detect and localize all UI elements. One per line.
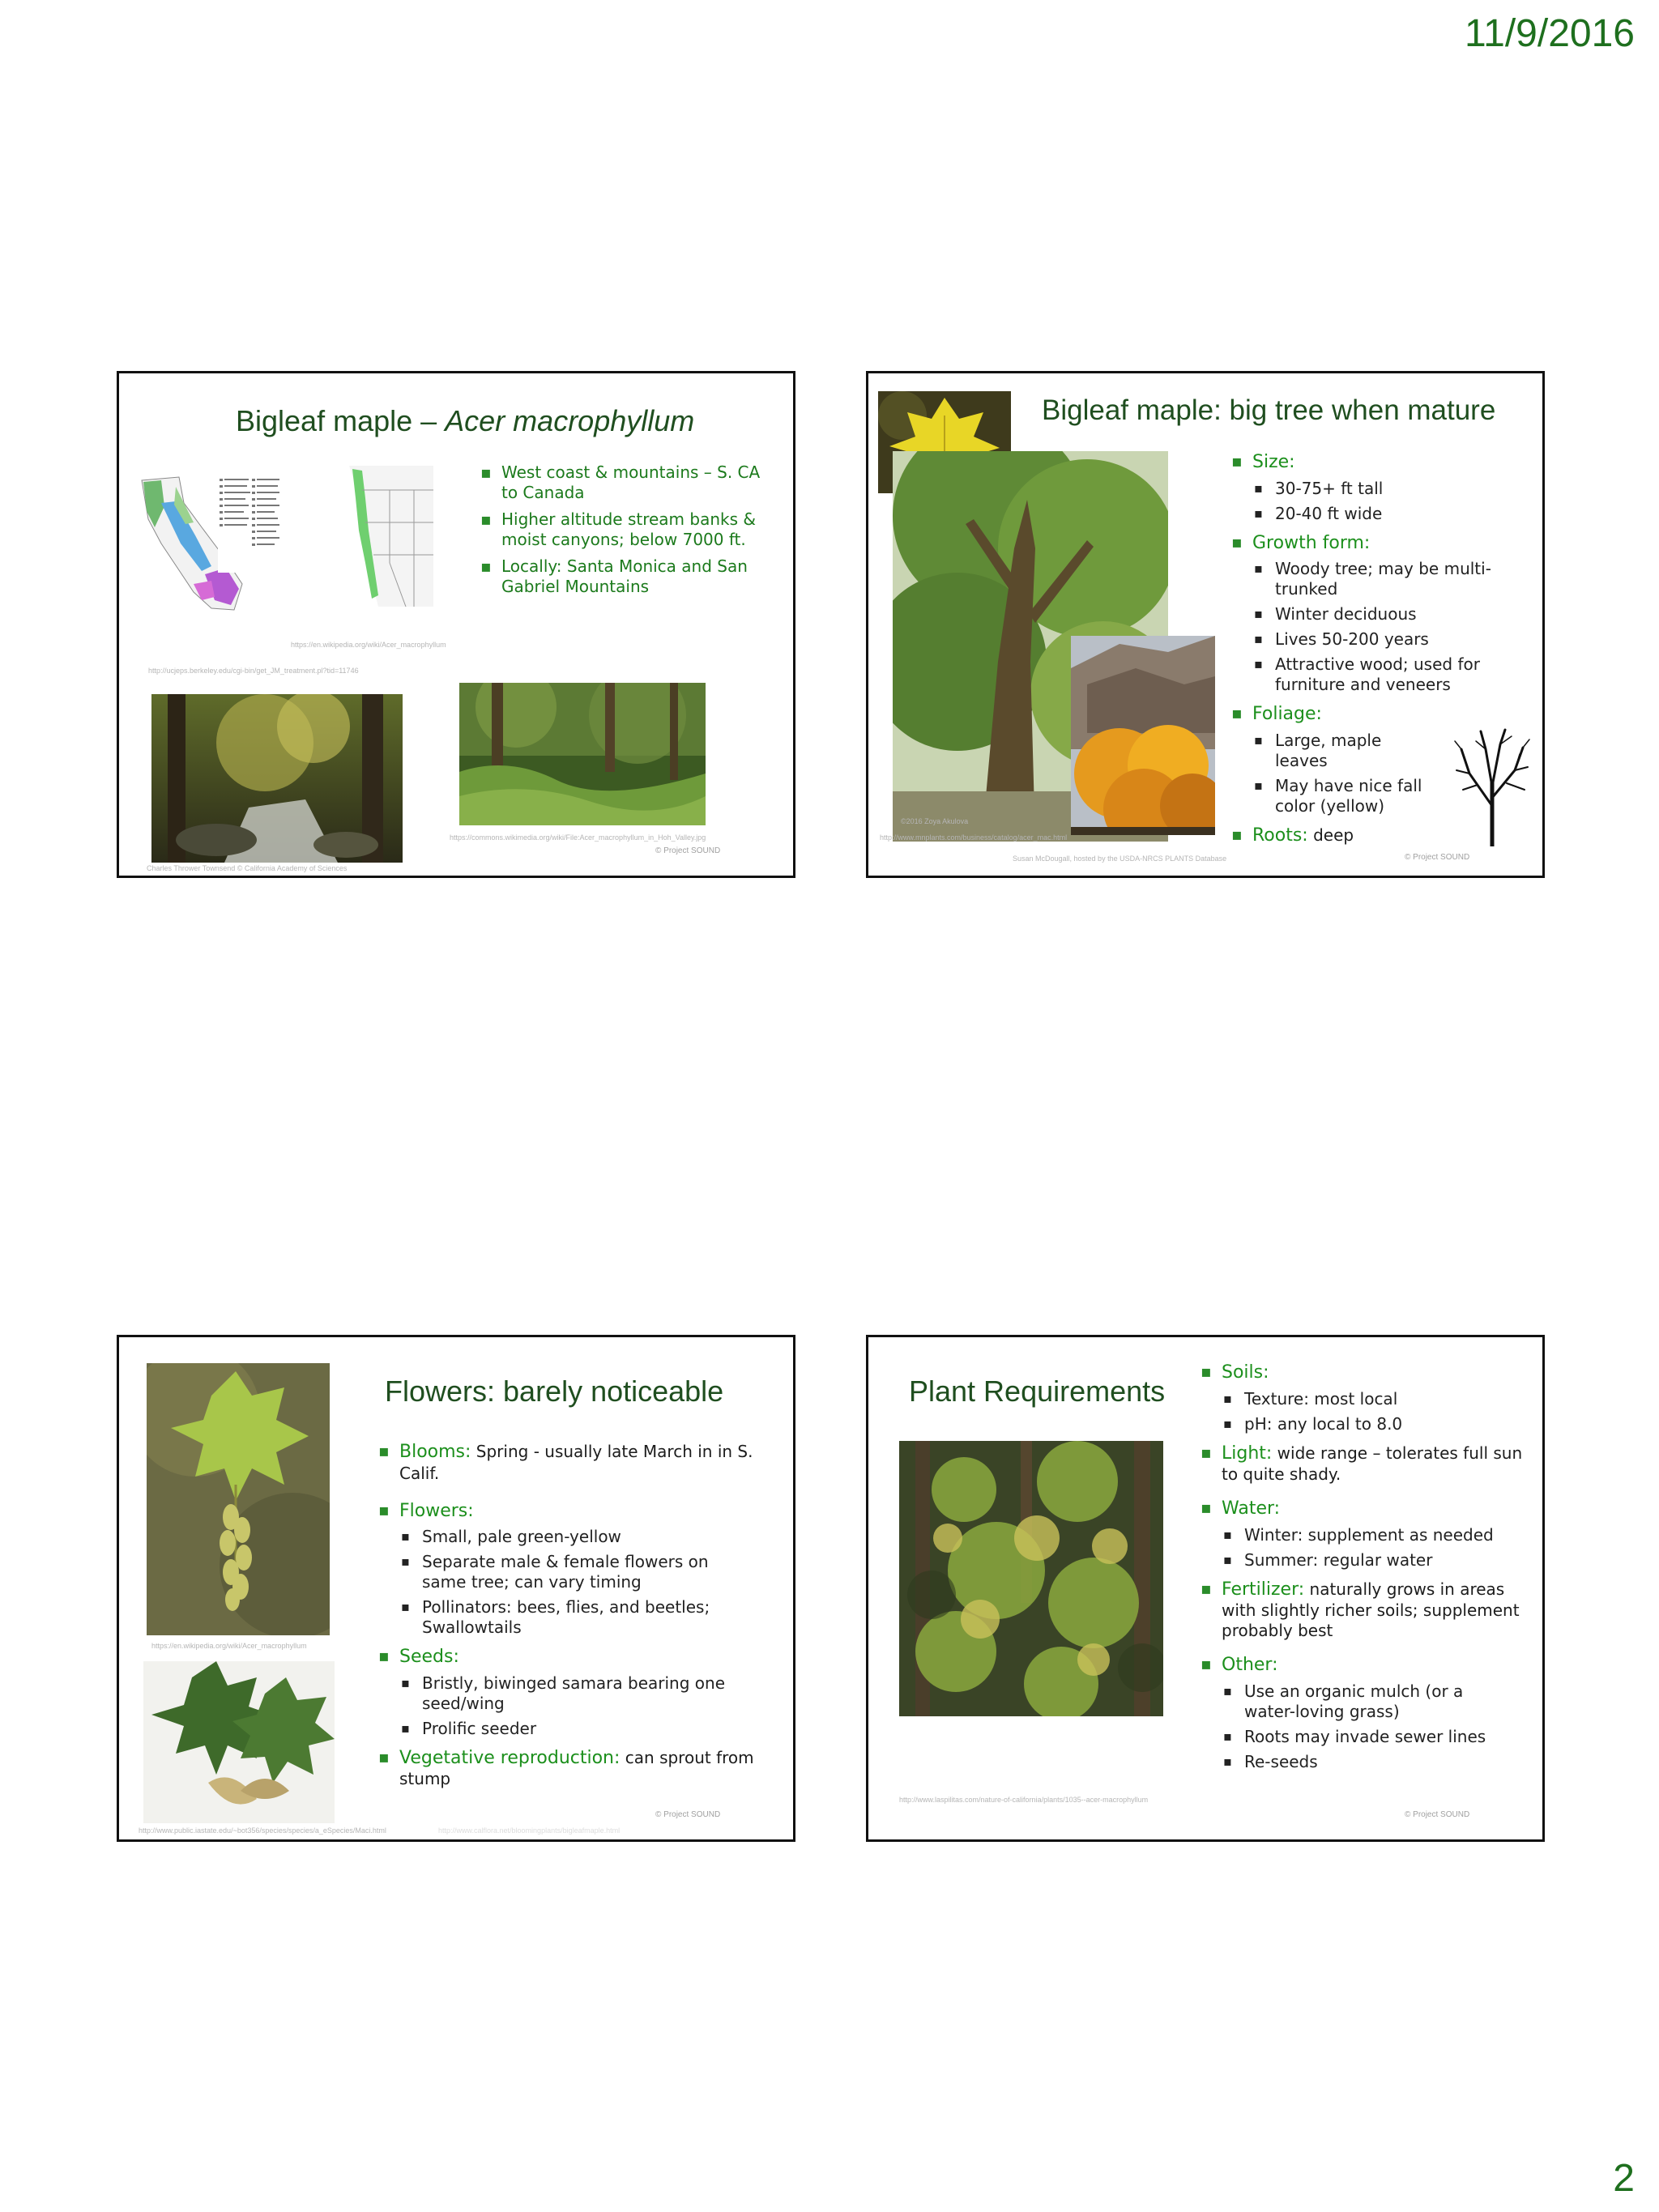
slide-big-tree [866, 371, 1545, 878]
sub-bullet: ▪ Separate male & female flowers on same tree; can vary timing [399, 1552, 740, 1592]
sub-bullet: ▪ Re-seeds [1222, 1752, 1489, 1772]
page-date: 11/9/2016 [1465, 12, 1635, 55]
copyright: © Project SOUND [655, 1810, 721, 1819]
bullet-label: Size: [1252, 452, 1295, 472]
requirements-bullets [1199, 1362, 1539, 1780]
bullet-text: Spring - usually late March in in S. Calif. [399, 1442, 753, 1483]
distribution-bullets [479, 462, 778, 603]
slide-title: Plant Requirements [909, 1375, 1166, 1408]
bullet-text: deep [1307, 825, 1354, 845]
sub-bullet: ▪ 30-75+ ft tall [1252, 479, 1545, 499]
california-range-map [137, 471, 288, 616]
bullet-light [1199, 1443, 1539, 1485]
soils-subbullets [1222, 1389, 1539, 1434]
bullet-seeds [377, 1646, 766, 1739]
foliage-subbullets [1252, 731, 1432, 816]
bullet-blooms [377, 1441, 766, 1484]
caption-oregonstate: http://www.public.iastate.edu/~bot356/species/species/a_eSpecies/Maci.html [139, 1826, 386, 1835]
bullet-other [1199, 1654, 1539, 1772]
copyright: © Project SOUND [1405, 853, 1470, 862]
bullet-foliage [1230, 703, 1545, 816]
bullet: ▪ Higher altitude stream banks & moist canyons; below 7000 ft. [479, 509, 778, 550]
sub-bullet: ▪ pH: any local to 8.0 [1222, 1414, 1539, 1434]
other-subbullets [1222, 1681, 1489, 1772]
bullet-label: Growth form: [1252, 532, 1371, 553]
sub-bullet: ▪ 20-40 ft wide [1252, 504, 1545, 524]
caption-mnplants: http://www.mnplants.com/business/catalog/acer_mac.html [880, 833, 1068, 842]
slide-title: Flowers: barely noticeable [385, 1375, 724, 1408]
copyright: © Project SOUND [655, 846, 721, 855]
sub-bullet: ▪ Prolific seeder [399, 1719, 740, 1739]
seeds-subbullets [399, 1673, 740, 1739]
caption-credit: Charles Thrower Townsend © California Academy of Sciences [147, 864, 348, 872]
bullet-label: Roots: [1252, 825, 1308, 846]
flowers-subbullets [399, 1527, 740, 1638]
copyright: © Project SOUND [1405, 1810, 1470, 1819]
hoh-forest-photo [459, 683, 706, 825]
sub-bullet: ▪ Winter: supplement as needed [1222, 1525, 1539, 1545]
bullet-flowers [377, 1500, 766, 1639]
bullet-text: naturally grows in areas with slightly richer soils; supplement probably best [1222, 1579, 1520, 1640]
sub-bullet: ▪ Pollinators: bees, flies, and beetles; Swallowtails [399, 1597, 740, 1638]
sub-bullet: ▪ Bristly, biwinged samara bearing one seed/wing [399, 1673, 740, 1714]
bullet-label: Light: [1222, 1443, 1273, 1464]
west-coast-range-map [341, 466, 433, 607]
caption-ucjeps-url: http://ucjeps.berkeley.edu/cgi-bin/get_JM_treatment.pl?tid=11746 [148, 667, 359, 675]
sub-bullet: ▪ Woody tree; may be multi-trunked [1252, 559, 1495, 599]
sub-bullet: ▪ Texture: most local [1222, 1389, 1539, 1409]
bullet-water [1199, 1498, 1539, 1571]
flower-bullets [377, 1441, 766, 1796]
bullet: ▪ Locally: Santa Monica and San Gabriel Mountains [479, 556, 778, 597]
sub-bullet: ▪ Use an organic mulch (or a water-loving grass) [1222, 1681, 1489, 1722]
sub-bullet: ▪ Attractive wood; used for furniture and veneers [1252, 654, 1495, 695]
bullet-label: Fertilizer: [1222, 1579, 1305, 1600]
bullet-label: Vegetative reproduction: [399, 1747, 621, 1768]
big-tree-bullets [1230, 451, 1545, 853]
bullet-text: can sprout from stump [399, 1747, 754, 1788]
bullet-label: Water: [1222, 1498, 1281, 1519]
flower-cluster-photo [147, 1363, 330, 1635]
bullet-label: Foliage: [1252, 704, 1322, 724]
bullet-growth-form [1230, 532, 1545, 696]
slide-title: Bigleaf maple: big tree when mature [1042, 394, 1496, 426]
caption-laspilitas: http://www.laspilitas.com/nature-of-california/plants/1035--acer-macrophyllum [899, 1796, 1149, 1804]
bullet-soils [1199, 1362, 1539, 1434]
sub-bullet: ▪ Summer: regular water [1222, 1550, 1539, 1571]
bullet-label: Soils: [1222, 1362, 1269, 1383]
sub-bullet: ▪ Winter deciduous [1252, 604, 1495, 624]
bullet-label: Seeds: [399, 1647, 459, 1667]
caption-usda: Susan McDougall, hosted by the USDA-NRCS PLANTS Database [1013, 855, 1227, 863]
growth-subbullets [1252, 559, 1495, 695]
caption-wiki-url: https://en.wikipedia.org/wiki/Acer_macrophyllum [291, 641, 446, 649]
bullet-label: Other: [1222, 1655, 1278, 1675]
bullet: ▪ West coast & mountains – S. CA to Canada [479, 462, 778, 503]
sub-bullet: ▪ Large, maple leaves [1252, 731, 1432, 771]
sub-bullet: ▪ Roots may invade sewer lines [1222, 1727, 1489, 1747]
stream-canyon-photo [151, 694, 403, 863]
bullet-fertilizer [1199, 1579, 1539, 1642]
sub-bullet: ▪ Lives 50-200 years [1252, 629, 1495, 650]
bullet-label: Flowers: [399, 1500, 474, 1521]
bullet-vegetative [377, 1747, 766, 1790]
caption-wiki-url: https://en.wikipedia.org/wiki/Acer_macrophyllum [151, 1642, 307, 1650]
samara-leaf-photo [143, 1661, 335, 1823]
sub-bullet: ▪ May have nice fall color (yellow) [1252, 776, 1437, 816]
size-subbullets [1252, 479, 1545, 524]
bullet-size [1230, 451, 1545, 524]
bullet-label: Blooms: [399, 1442, 471, 1462]
caption-zoya: ©2016 Zoya Akulova [901, 817, 969, 825]
bullet-roots [1230, 825, 1545, 847]
slide-title: Bigleaf maple – Acer macrophyllum [236, 404, 695, 437]
water-subbullets [1222, 1525, 1539, 1571]
slide-distribution [117, 371, 795, 878]
slide-flowers [117, 1335, 795, 1842]
sub-bullet: ▪ Small, pale green-yellow [399, 1527, 740, 1547]
page-number: 2 [1613, 2157, 1635, 2200]
bullet-text: wide range – tolerates full sun to quite shady. [1222, 1443, 1523, 1484]
understory-photo [899, 1441, 1163, 1716]
fall-color-photo [1071, 636, 1215, 835]
caption-extra: http://www.calflora.net/bloomingplants/bigleafmaple.html [438, 1826, 621, 1835]
slide-plant-requirements [866, 1335, 1545, 1842]
caption-commons-url: https://commons.wikimedia.org/wiki/File:Acer_macrophyllum_in_Hoh_Valley.jpg [450, 833, 706, 842]
